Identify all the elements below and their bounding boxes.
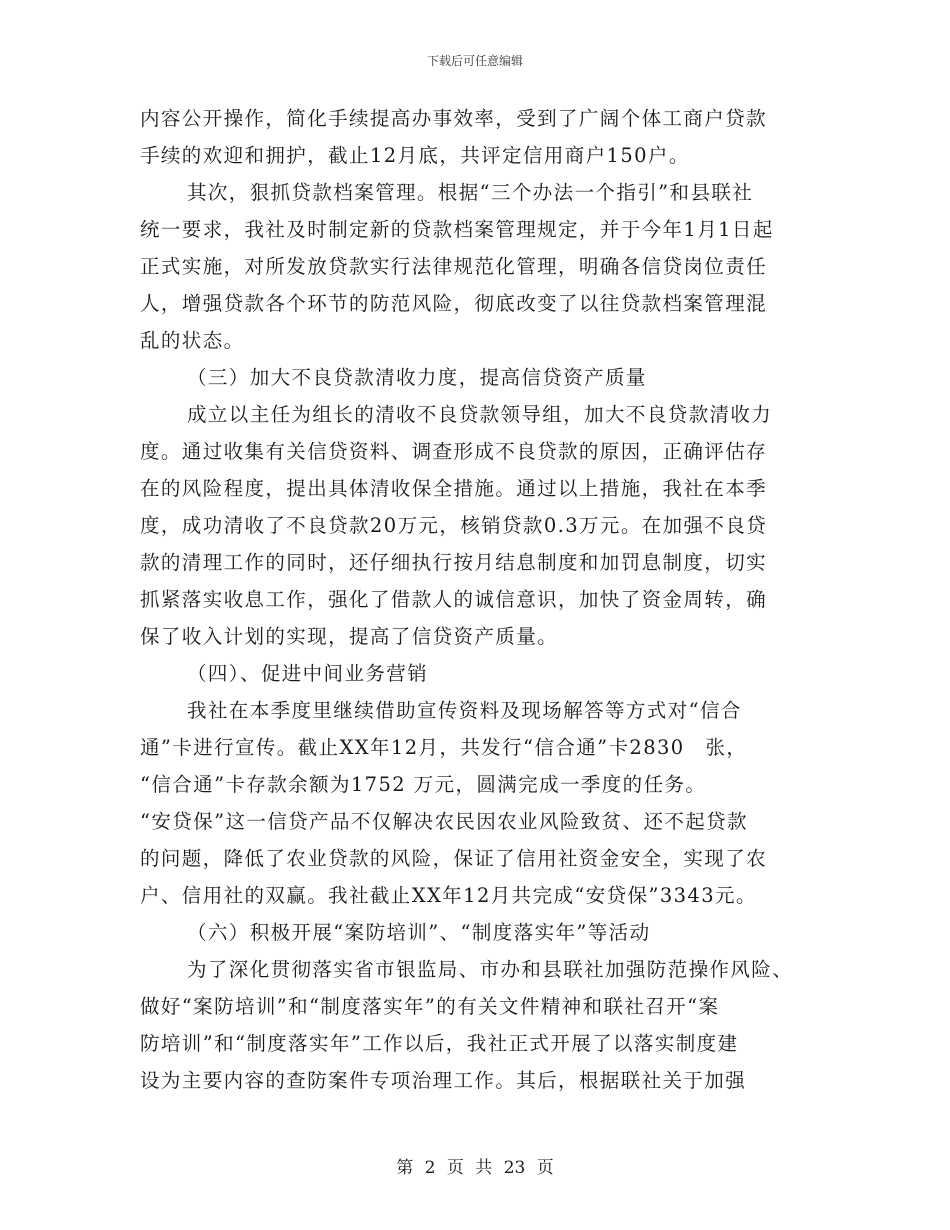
text-line: 为了深化贯彻落实省市银监局、市办和县联社加强防范操作风险、 <box>187 958 794 981</box>
text-line: 我社在本季度里继续借助宣传资料及现场解答等方式对“信合 <box>187 699 742 722</box>
document-body <box>140 100 820 1099</box>
text-line: 保了收入计划的实现，提高了信贷资产质量。 <box>140 625 559 648</box>
text-line: （四）、促进中间业务营销 <box>187 662 429 685</box>
text-line: 抓紧落实收息工作，强化了借款人的诚信意识，加快了资金周转，确 <box>140 588 768 611</box>
text-line: 设为主要内容的查防案件专项治理工作。其后，根据联社关于加强 <box>140 1069 747 1092</box>
text-line: 度。通过收集有关信贷资料、调查形成不良贷款的原因，正确评估存 <box>140 440 768 463</box>
text-line: （三）加大不良贷款清收力度，提高信贷资产质量 <box>187 366 647 389</box>
text-line: “安贷保”这一信贷产品不仅解决农民因农业风险致贫、还不起贷款 <box>140 810 748 833</box>
text-line: 防培训”和“制度落实年”工作以后，我社正式开展了以落实制度建 <box>140 1032 739 1055</box>
text-line: 手续的欢迎和拥护，截止12月底，共评定信用商户150户。 <box>140 144 690 167</box>
text-line: （六）积极开展“案防培训”、“制度落实年”等活动 <box>187 921 651 944</box>
page-header: 下载后可任意编辑 <box>426 54 523 68</box>
text-line: 统一要求，我社及时制定新的贷款档案管理规定，并于今年1月1日起 <box>140 218 774 241</box>
text-line: 其次，狠抓贷款档案管理。根据“三个办法一个指引”和县联社 <box>187 181 754 204</box>
text-line: 内容公开操作，简化手续提高办事效率，受到了广阔个体工商户贷款 <box>140 107 768 130</box>
text-line: 正式实施，对所发放贷款实行法律规范化管理，明确各信贷岗位责任 <box>140 255 768 278</box>
text-line: 度，成功清收了不良贷款20万元，核销贷款0.3万元。在加强不良贷 <box>140 514 768 537</box>
text-line: 成立以主任为组长的清收不良贷款领导组，加大不良贷款清收力 <box>187 403 773 426</box>
text-line: 通”卡进行宣传。截止XX年12月，共发行“信合通”卡2830 张， <box>140 736 748 759</box>
text-line: 人，增强贷款各个环节的防范风险，彻底改变了以往贷款档案管理混 <box>140 292 768 315</box>
text-line: 乱的状态。 <box>140 329 245 352</box>
text-line: 款的清理工作的同时，还仔细执行按月结息制度和加罚息制度，切实 <box>140 551 768 574</box>
text-line: “信合通”卡存款余额为1752 万元，圆满完成一季度的任务。 <box>140 773 707 796</box>
text-line: 在的风险程度，提出具体清收保全措施。通过以上措施，我社在本季 <box>140 477 768 500</box>
page-number-footer: 第 2 页 共 23 页 <box>396 1158 554 1178</box>
text-line: 的问题，降低了农业贷款的风险，保证了信用社资金安全，实现了农 <box>140 847 768 870</box>
text-line: 做好“案防培训”和“制度落实年”的有关文件精神和联社召开“案 <box>140 995 720 1018</box>
text-line: 户、信用社的双赢。我社截止XX年12月共完成“安贷保”3343元。 <box>140 884 757 907</box>
